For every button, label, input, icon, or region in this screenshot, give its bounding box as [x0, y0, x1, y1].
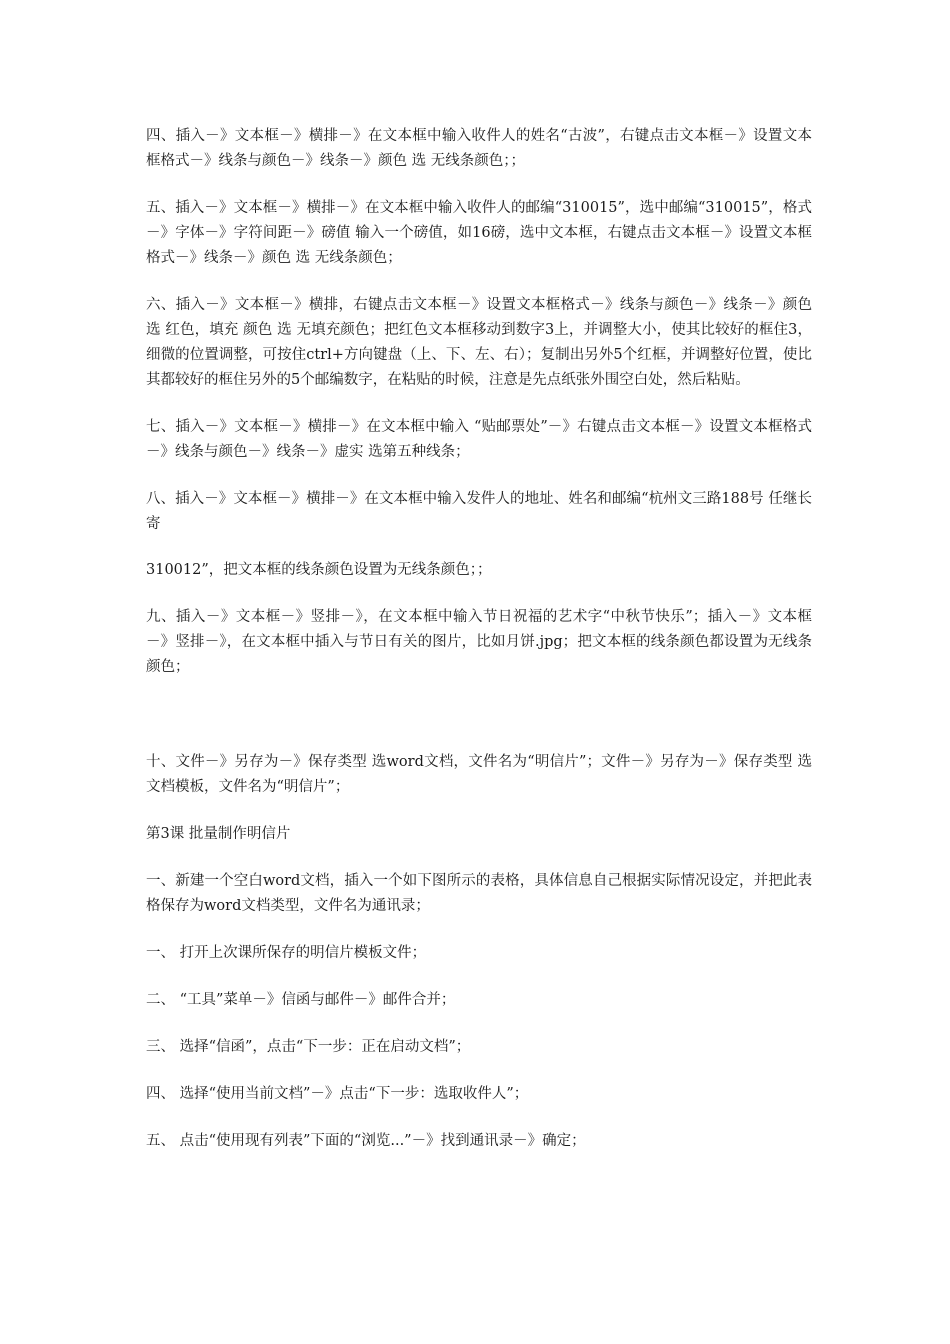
step-8-paragraph: 八、插入－》文本框－》横排－》在文本框中输入发件人的地址、姓名和邮编“杭州文三路188号 任继长 寄: [146, 491, 812, 532]
mailmerge-step-2: 二、 “工具”菜单－》信函与邮件－》邮件合并；: [146, 992, 456, 1008]
lesson-3-heading: 第3课 批量制作明信片: [146, 826, 291, 842]
lesson-3-step-1: 一、新建一个空白word文档，插入一个如下图所示的表格，具体信息自己根据实际情况设定，并把此表格保存为word文档类型，文件名为通讯录；: [146, 873, 812, 914]
mailmerge-step-3: 三、 选择“信函”，点击“下一步：正在启动文档”；: [146, 1039, 471, 1055]
mailmerge-step-1: 一、 打开上次课所保存的明信片模板文件；: [146, 945, 427, 961]
blank-gap: [146, 702, 812, 750]
step-10-paragraph: 十、文件－》另存为－》保存类型 选word文档，文件名为“明信片”；文件－》另存为－》保存类型 选 文档模板，文件名为“明信片”；: [146, 754, 812, 795]
step-6-paragraph: 六、插入－》文本框－》横排，右键点击文本框－》设置文本框格式－》线条与颜色－》线条－》颜色 选 红色，填充 颜色 选 无填充颜色；把红色文本框移动到数字3上，并调整大小，使其比较好的框住3，细微的位置调整，可按住ctrl+方向键盘（上、下、左、右）；复制出另外5个红框，并调整好位置，使比其都较好的框住另外的5个邮编数字，在粘贴的时候，注意是先点纸张外围空白处，然后粘贴。: [146, 297, 812, 388]
step-8-continuation: 310012”，把文本框的线条颜色设置为无线条颜色；；: [146, 562, 492, 578]
step-7-paragraph: 七、插入－》文本框－》横排－》在文本框中输入 “贴邮票处”－》右键点击文本框－》设置文本框格式－》线条与颜色－》线条－》虚实 选第五种线条；: [146, 419, 812, 460]
step-5-paragraph: 五、插入－》文本框－》横排－》在文本框中输入收件人的邮编“310015”，选中邮编“310015”，格式－》字体－》字符间距－》磅值 输入一个磅值，如16磅，选中文本框，右键点击文本框－》设置文本框格式－》线条－》颜色 选 无线条颜色；: [146, 200, 812, 266]
step-4-paragraph: 四、插入－》文本框－》横排－》在文本框中输入收件人的姓名“古波”，右键点击文本框－》设置文本框格式－》线条与颜色－》线条－》颜色 选 无线条颜色；；: [146, 128, 812, 169]
mailmerge-step-4: 四、 选择“使用当前文档”－》点击“下一步：选取收件人”；: [146, 1086, 529, 1102]
mailmerge-step-5: 五、 点击“使用现有列表”下面的“浏览...”－》找到通讯录－》确定；: [146, 1133, 586, 1149]
step-9-paragraph: 九、插入－》文本框－》竖排－》，在文本框中输入节日祝福的艺术字“中秋节快乐”；插入－》文本框－》竖排－》，在文本框中插入与节日有关的图片，比如月饼.jpg；把文本框的线条颜色都设置为无线条颜色；: [146, 609, 812, 675]
document-body: [146, 124, 812, 1176]
